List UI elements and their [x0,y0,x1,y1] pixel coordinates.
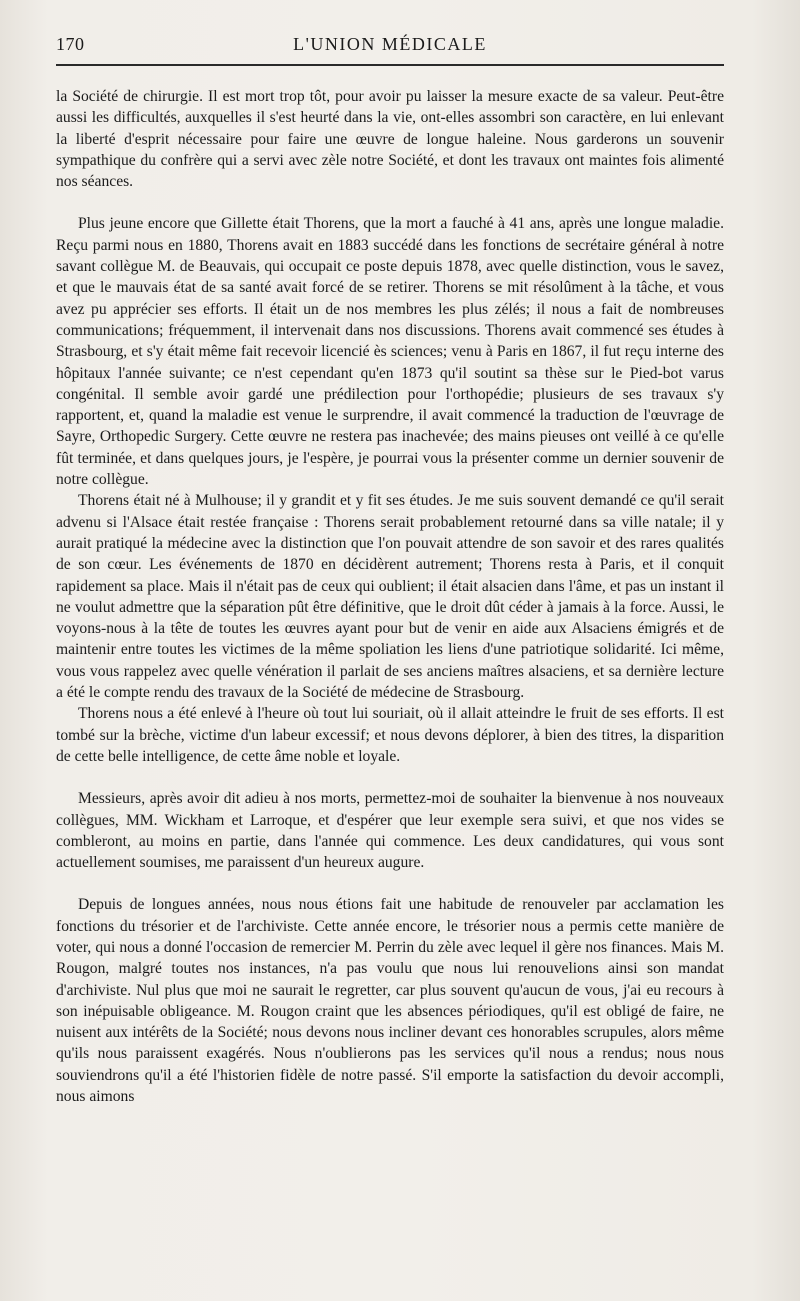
paragraph-thorens-death: Thorens nous a été enlevé à l'heure où tout lui souriait, où il allait atteindre le fruit de ses efforts. Il est tombé sur la brèche, victime d'un labeur excessif; et nous devons déplorer, à bien des titres, la disparition de cette belle intelligence, de cette âme noble et loyale. [56,705,724,765]
paragraph-treasurer-archivist: Depuis de longues années, nous nous étions fait une habitude de renouveler par acclamation les fonctions du trésorier et de l'archiviste. Cette année encore, le trésorier nous a permis cette manière de voter, qui nous a donné l'occasion de remercier M. Perrin du zèle avec lequel il gère nos finances. Mais M. Rougon, malgré toutes nos instances, n'a pas voulu que nous lui renouvelions ainsi son mandat d'archiviste. Nul plus que moi ne saurait le regretter, car plus souvent qu'aucun de vous, j'ai eu recours à son inépuisable obligeance. M. Rougon craint que les absences périodiques, qu'il est obligé de faire, ne nuisent aux intérêts de la Société; nous devons nous incliner devant ces honorables scrupules, alors même qu'ils nous paraissent exagérés. Nous n'oublierons pas les services qu'il nous a rendus; nous nous souviendrons qu'il a été l'historien fidèle de notre passé. S'il emporte la satisfaction du devoir accompli, nous aimons [56,896,724,1106]
body-text [56,86,724,1107]
paragraph-new-members: Messieurs, après avoir dit adieu à nos morts, permettez-moi de souhaiter la bienvenue à nos nouveaux collègues, MM. Wickham et Larroque, et d'espérer que leur exemple sera suivi, et que nos vides se combleront, au moins en partie, dans l'année qui commence. Les deux candidatures, qui vous sont actuellement soumises, me paraissent d'un heureux augure. [56,790,724,872]
header-rule [56,64,724,66]
paragraph-thorens-alsace: Thorens était né à Mulhouse; il y grandit et y fit ses études. Je me suis souvent demandé ce qu'il serait advenu si l'Alsace était restée française : Thorens serait probablement retourné dans sa ville natale; il y aurait pratiqué la médecine avec la distinction que l'on pouvait attendre de son savoir et des rares qualités de son cœur. Les événements de 1870 en décidèrent autrement; Thorens resta à Paris, et il conquit rapidement sa place. Mais il n'était pas de ceux qui oublient; il était alsacien dans l'âme, et pas un instant il ne voulut admettre que la séparation pût être définitive, que le droit dût céder à jamais à la force. Aussi, le voyons-nous à la tête de toutes les œuvres ayant pour but de venir en aide aux Alsaciens émigrés et de maintenir entre toutes les victimes de la même spoliation les liens d'une patriotique solidarité. Ici même, vous vous rappelez avec quelle vénération il parlait de ses anciens maîtres alsaciens, et sa dernière lecture a été le compte rendu des travaux de la Société de médecine de Strasbourg. [56,492,724,702]
paragraph-gillette-end: la Société de chirurgie. Il est mort trop tôt, pour avoir pu laisser la mesure exacte de sa valeur. Peut-être aussi les difficultés, auxquelles il s'est heurté dans la vie, ont-elles assombri son caractère, en lui enlevant la liberté d'esprit nécessaire pour faire une œuvre de longue haleine. Nous garderons un souvenir sympathique du confrère qui a servi avec zèle notre Société, et dont les travaux ont maintes fois alimenté nos séances. [56,88,724,191]
paragraph-thorens-career: Plus jeune encore que Gillette était Thorens, que la mort a fauché à 41 ans, après une longue maladie. Reçu parmi nous en 1880, Thorens avait en 1883 succédé dans les fonctions de secrétaire général à notre savant collègue M. de Beauvais, qui occupait ce poste depuis 1878, avec quelle distinction, vous le savez, et que le mauvais état de sa santé avait forcé de se retirer. Thorens se mit résolûment à la tâche, et vous avez pu apprécier ses efforts. Il était un de nos membres les plus zélés; il nous a fait de nombreuses communications; fréquemment, il intervenait dans nos discussions. Thorens avait commencé ses études à Strasbourg, et s'y était même fait recevoir licencié ès sciences; venu à Paris en 1867, il fut reçu interne des hôpitaux l'année suivante; ce n'est cependant qu'en 1873 qu'il soutint sa thèse sur le Pied-bot varus congénital. Il semble avoir gardé une prédilection pour l'orthopédie; plusieurs de ses travaux s'y rapportent, et, quand la maladie est venue le surprendre, il avait commencé la traduction de l'œuvrage de Sayre, Orthopedic Surgery. Cette œuvre ne restera pas inachevée; des mains pieuses ont veillé à ce qu'elle fût terminée, et dans quelques jours, je l'espère, je pourrai vous la présenter comme un dernier souvenir de notre collègue. [56,215,724,489]
page-header [56,34,724,60]
page-number: 170 [56,34,85,54]
running-title: L'UNION MÉDICALE [293,34,487,54]
